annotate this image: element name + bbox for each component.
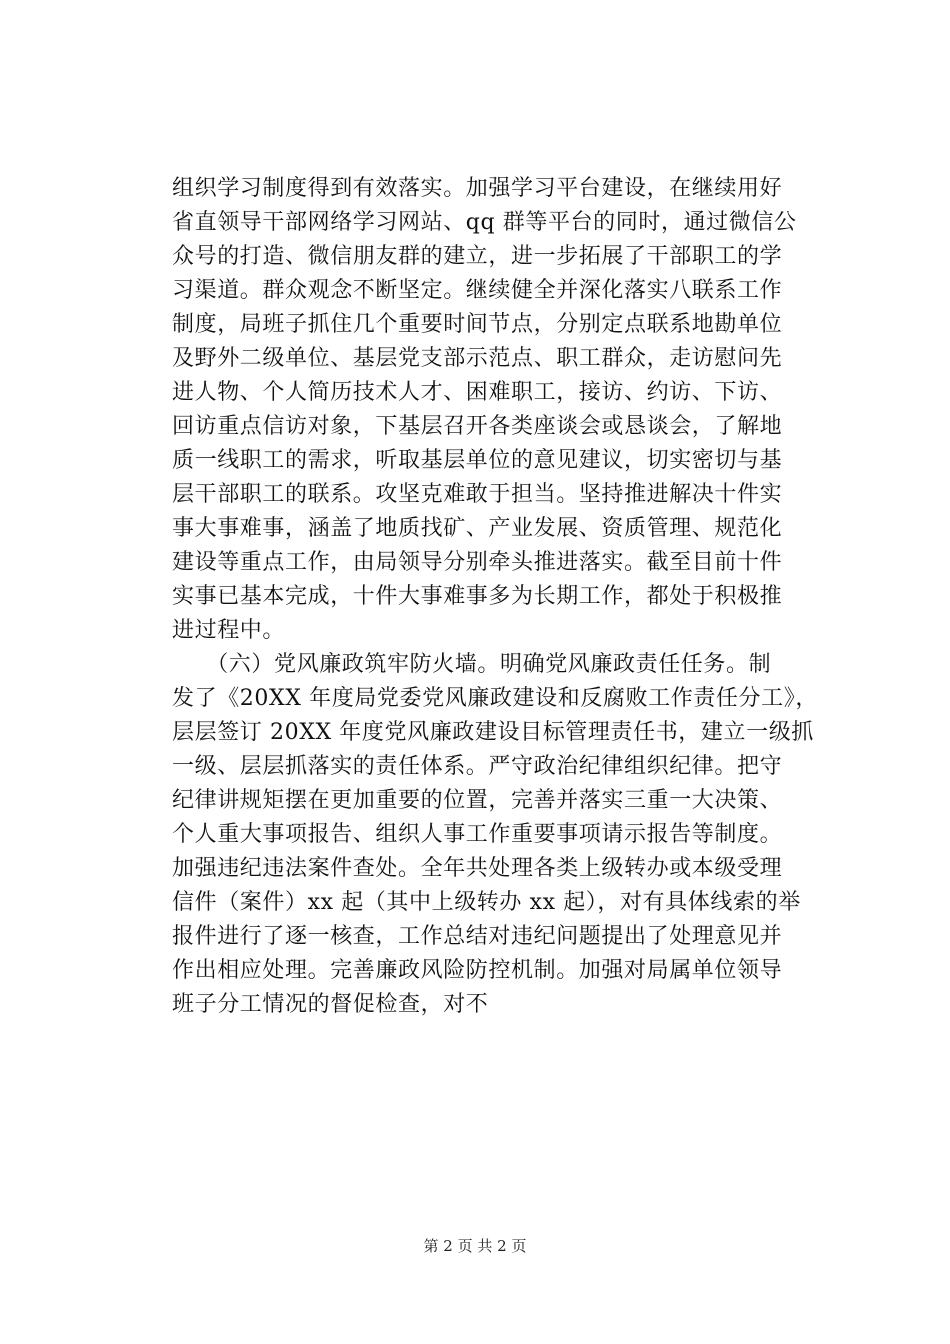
text-line: 众号的打造、微信朋友群的建立，进一步拓展了干部职工的学: [172, 244, 783, 269]
text-line: 纪律讲规矩摆在更加重要的位置，完善并落实三重一大决策、: [172, 788, 783, 813]
text-line: 建设等重点工作，由局领导分别牵头推进落实。截至目前十件: [172, 550, 783, 575]
body-text: [172, 172, 852, 1022]
text-line: 层干部职工的联系。攻坚克难敢于担当。坚持推进解决十件实: [172, 482, 783, 507]
text-line: 信件（案件）xx 起（其中上级转办 xx 起），对有具体线索的举: [172, 890, 801, 915]
text-line: 班子分工情况的督促检查，对不: [172, 992, 489, 1017]
text-line: 质一线职工的需求，听取基层单位的意见建议，切实密切与基: [172, 448, 783, 473]
text-line: 回访重点信访对象，下基层召开各类座谈会或恳谈会，了解地: [172, 414, 783, 439]
text-line: 实事已基本完成，十件大事难事多为长期工作，都处于积极推: [172, 584, 783, 609]
text-line: 个人重大事项报告、组织人事工作重要事项请示报告等制度。: [172, 822, 783, 847]
text-line: 层层签订 20XX 年度党风廉政建设目标管理责任书，建立一级抓: [172, 720, 814, 745]
text-line: 发了《20XX 年度局党委党风廉政建设和反腐败工作责任分工》，: [172, 686, 818, 711]
text-line: （六）党风廉政筑牢防火墙。明确党风廉政责任任务。制: [172, 652, 772, 677]
text-line: 及野外二级单位、基层党支部示范点、职工群众，走访慰问先: [172, 346, 783, 371]
page-number-footer: 第 2 页 共 2 页: [423, 1237, 527, 1255]
text-line: 进人物、个人简历技术人才、困难职工，接访、约访、下访、: [172, 380, 783, 405]
text-line: 制度，局班子抓住几个重要时间节点，分别定点联系地勘单位: [172, 312, 783, 337]
text-line: 省直领导干部网络学习网站、qq 群等平台的同时，通过微信公: [172, 210, 797, 235]
text-line: 加强违纪违法案件查处。全年共处理各类上级转办或本级受理: [172, 856, 783, 881]
text-line: 报件进行了逐一核查，工作总结对违纪问题提出了处理意见并: [172, 924, 783, 949]
text-line: 习渠道。群众观念不断坚定。继续健全并深化落实八联系工作: [172, 278, 783, 303]
text-line: 事大事难事，涵盖了地质找矿、产业发展、资质管理、规范化: [172, 516, 783, 541]
text-line: 一级、层层抓落实的责任体系。严守政治纪律组织纪律。把守: [172, 754, 783, 779]
text-line: 作出相应处理。完善廉政风险防控机制。加强对局属单位领导: [172, 958, 783, 983]
text-line: 组织学习制度得到有效落实。加强学习平台建设，在继续用好: [172, 176, 783, 201]
text-line: 进过程中。: [172, 618, 286, 643]
